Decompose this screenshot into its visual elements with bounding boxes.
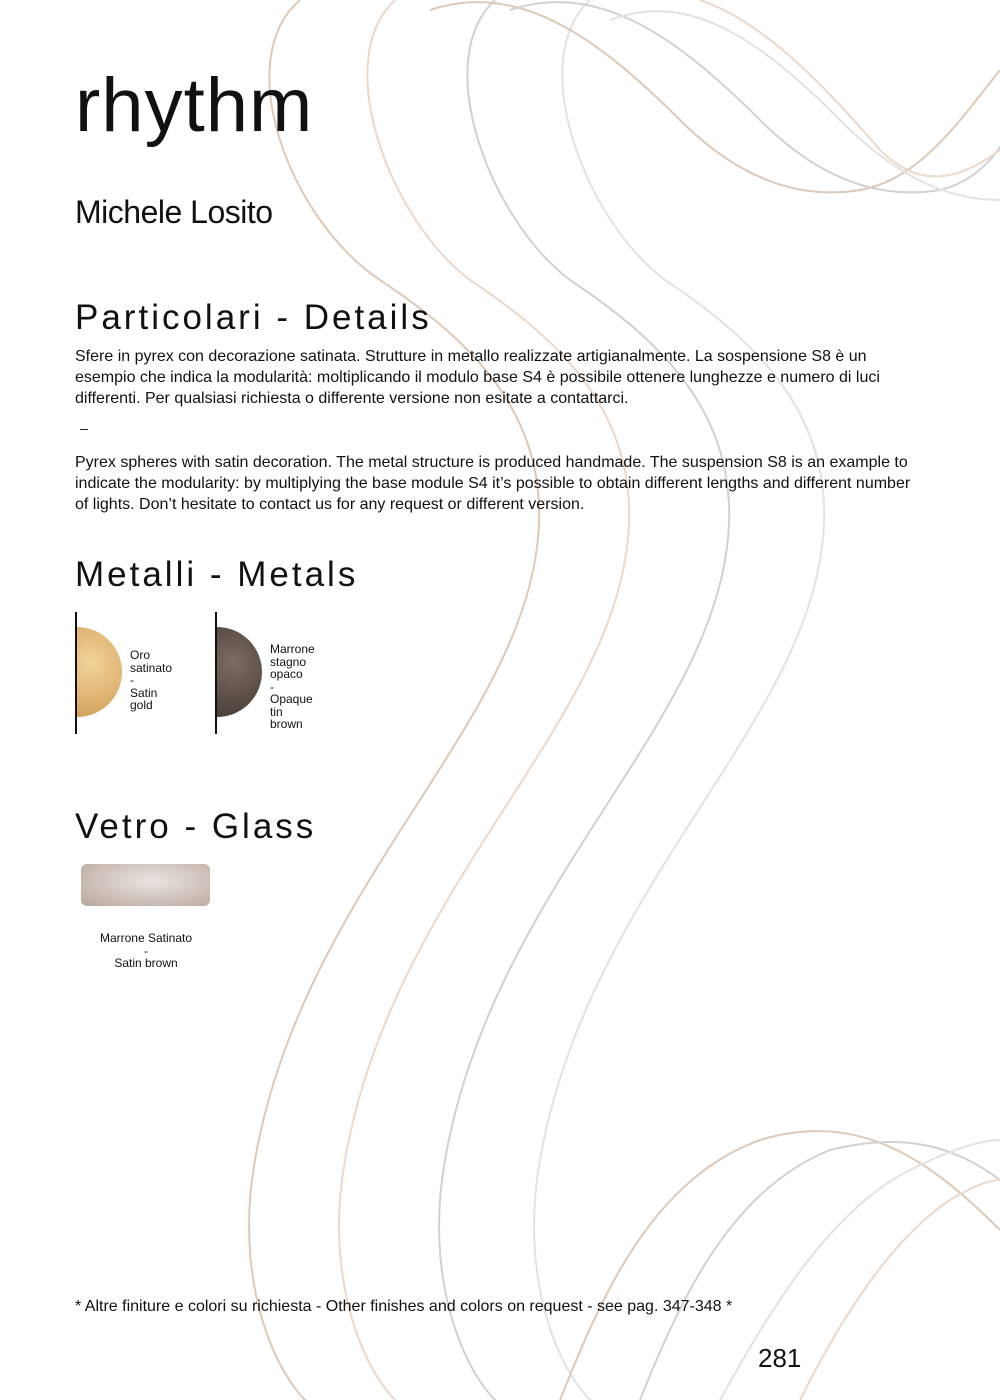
metal-label <box>130 649 172 712</box>
metal-label-line: brown <box>270 717 303 731</box>
metal-label-line: Oro <box>130 648 151 662</box>
details-text-english: Pyrex spheres with satin decoration. The metal structure is produced handmade. The suspension S8 is an example to indicate the modularity: by multiplying the base module S4 it’s possible to obtain different lengths and different number of lights. Don’t hesitate to contact us for any request or different version. <box>75 454 911 513</box>
page-number: 281 <box>758 1343 802 1373</box>
finishes-footnote: * Altre finiture e colori su richiesta - Other finishes and colors on request - see pag. 347-348 * <box>75 1298 733 1315</box>
glass-label-line: - <box>144 943 148 958</box>
designer-name: Michele Losito <box>75 194 273 230</box>
product-title: rhythm <box>75 63 314 148</box>
metal-label <box>270 643 315 731</box>
metal-label-line: Marrone <box>270 642 315 656</box>
language-separator: – <box>80 420 88 436</box>
details-heading: Particolari - Details <box>75 298 432 337</box>
metal-label-line: - <box>130 673 134 687</box>
metal-label-line: stagno opaco <box>270 654 307 681</box>
metals-heading: Metalli - Metals <box>75 555 359 594</box>
glass-heading: Vetro - Glass <box>75 807 317 846</box>
glass-swatch-satin-brown <box>81 864 210 906</box>
metal-label-line: - <box>270 679 274 694</box>
glass-label-line: Marrone Satinato <box>99 931 193 945</box>
metal-label-line: Opaque tin <box>270 692 313 719</box>
glass-label-line: Satin brown <box>114 956 178 970</box>
metal-label-line: satinato <box>130 660 173 675</box>
glass-label <box>75 932 217 970</box>
metal-label-line: Satin gold <box>130 685 158 712</box>
details-text-italian: Sfere in pyrex con decorazione satinata. Strutture in metallo realizzate artigianalmente. La sospensione S8 è un esempio che indica la modularità: moltiplicando il modulo base S4 è possibile ottenere lunghezze e numero di luci differenti. Per qualsiasi richiesta o differente versione non esitate a contattarci. <box>75 348 880 407</box>
